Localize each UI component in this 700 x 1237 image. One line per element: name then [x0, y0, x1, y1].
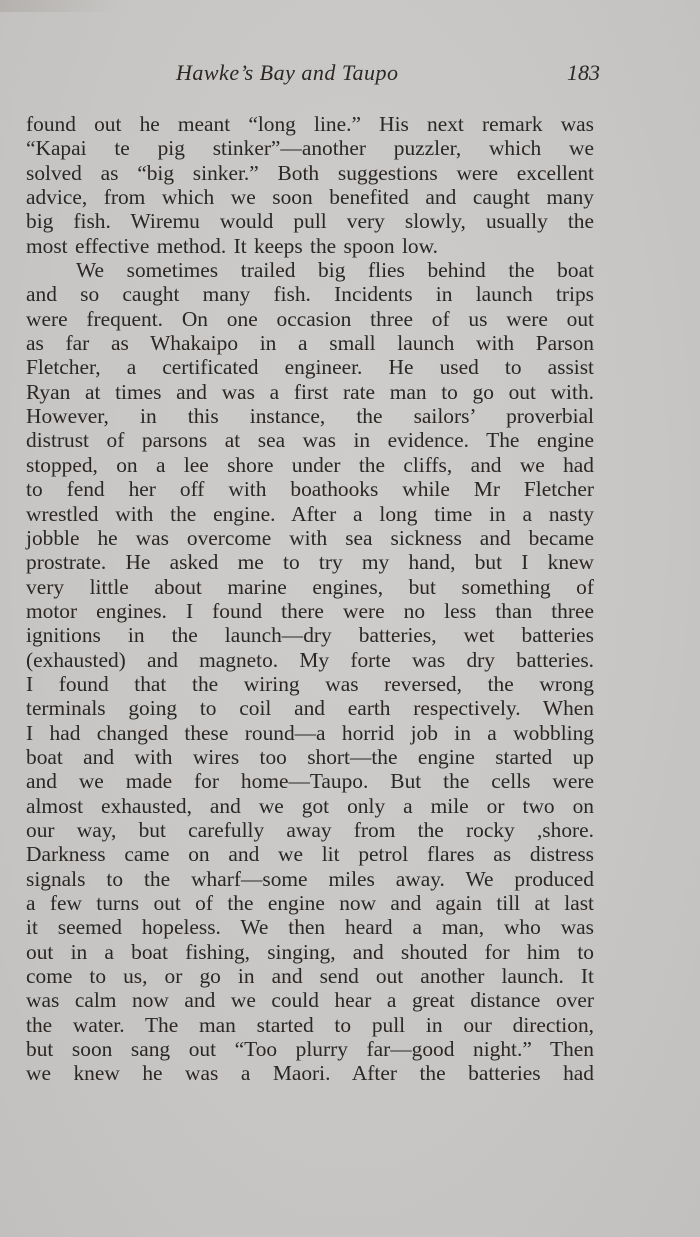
page-edge-mark [0, 0, 120, 12]
text-line: I found that the wiring was reversed, the wrong [26, 671, 594, 696]
text-line: and so caught many fish. Incidents in launch trips [26, 282, 594, 307]
text-line: boat and with wires too short—the engine started up [26, 744, 594, 769]
text-line: distrust of parsons at sea was in evidence. The engine [26, 428, 594, 453]
page-header [26, 60, 600, 96]
text-line: motor engines. I found there were no less than three [26, 598, 594, 623]
text-line: “Kapai te pig stinker”—another puzzler, which we [26, 136, 594, 161]
text-line: signals to the wharf—some miles away. We produced [26, 866, 594, 891]
body-text [26, 112, 594, 1086]
text-line: prostrate. He asked me to try my hand, but I knew [26, 550, 594, 575]
text-line: Darkness came on and we lit petrol flares as distress [26, 842, 594, 867]
text-line: but soon sang out “Too plurry far—good night.” Then [26, 1037, 594, 1062]
text-line: Fletcher, a certificated engineer. He used to assist [26, 355, 594, 380]
text-line: was calm now and we could hear a great distance over [26, 988, 594, 1013]
text-line: were frequent. On one occasion three of us were out [26, 306, 594, 331]
running-head: Hawke’s Bay and Taupo [176, 60, 399, 85]
text-line: out in a boat fishing, singing, and shouted for him to [26, 939, 594, 964]
text-line: solved as “big sinker.” Both suggestions were excellent [26, 160, 594, 185]
text-line: almost exhausted, and we got only a mile or two on [26, 793, 594, 818]
text-line: a few turns out of the engine now and again till at last [26, 891, 594, 915]
page-number: 183 [567, 60, 600, 85]
text-line: the water. The man started to pull in our direction, [26, 1012, 594, 1037]
text-line: Ryan at times and was a first rate man to go out with. [26, 379, 594, 404]
text-line: to fend her off with boathooks while Mr Fletcher [26, 477, 594, 502]
text-line: as far as Whakaipo in a small launch with Parson [26, 331, 594, 356]
text-line: advice, from which we soon benefited and caught many [26, 185, 594, 210]
text-line: our way, but carefully away from the rocky ,shore. [26, 817, 594, 842]
text-line: most effective method. It keeps the spoon low. [26, 233, 439, 258]
text-line: big fish. Wiremu would pull very slowly, usually the [26, 209, 594, 234]
text-line: (exhausted) and magneto. My forte was dry batteries. [26, 647, 594, 672]
text-line: come to us, or go in and send out another launch. It [26, 964, 594, 989]
text-line: found out he meant “long line.” His next remark was [26, 112, 594, 136]
text-line: it seemed hopeless. We then heard a man, who was [26, 915, 594, 940]
text-line: I had changed these round—a horrid job in a wobbling [26, 720, 594, 745]
text-line: wrestled with the engine. After a long time in a nasty [26, 501, 594, 526]
text-line: and we made for home—Taupo. But the cells were [26, 769, 594, 794]
paragraph-start-line: We sometimes trailed big flies behind the boat [76, 258, 594, 283]
text-line: stopped, on a lee shore under the cliffs, and we had [26, 452, 594, 477]
text-line: However, in this instance, the sailors’ proverbial [26, 404, 594, 429]
text-line: ignitions in the launch—dry batteries, wet batteries [26, 623, 594, 648]
text-line: terminals going to coil and earth respectively. When [26, 696, 594, 721]
text-line: jobble he was overcome with sea sickness and became [26, 525, 594, 550]
text-line: we knew he was a Maori. After the batteries had [26, 1061, 594, 1086]
text-line: very little about marine engines, but something of [26, 574, 594, 599]
